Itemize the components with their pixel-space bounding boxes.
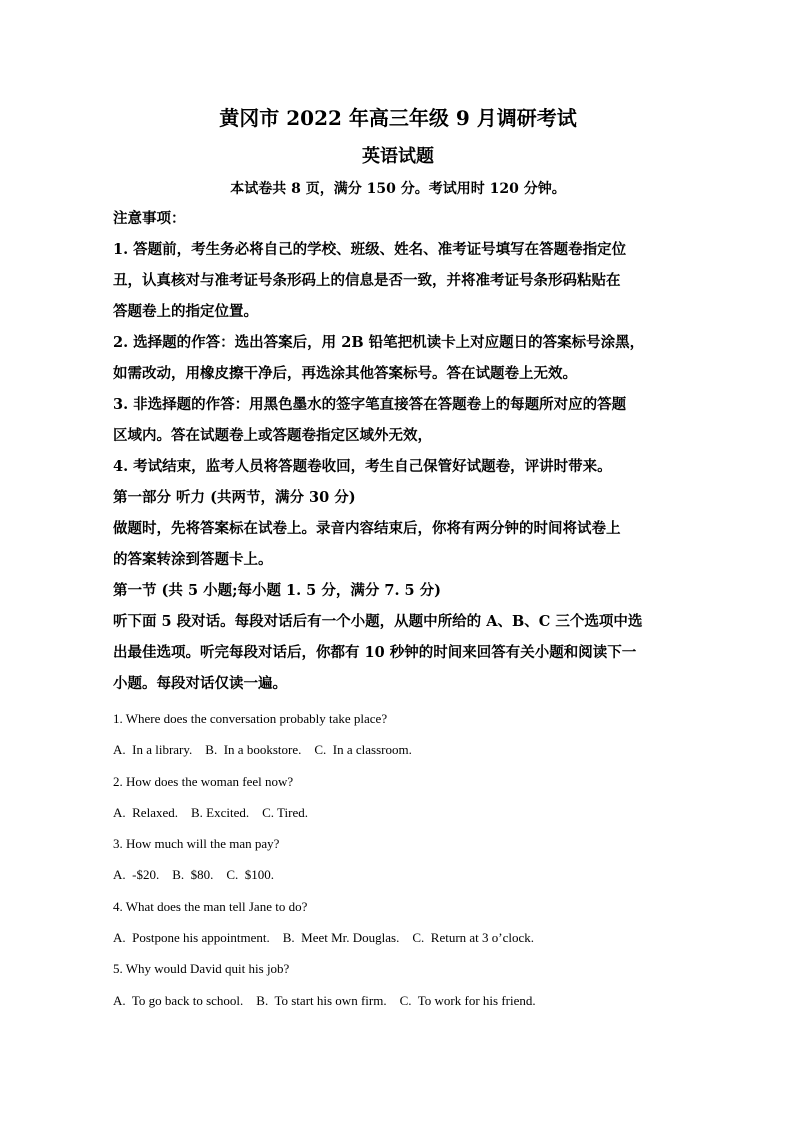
section1-instruction-line: 小题。每段对话仅读一遍。 [113,675,287,692]
section1-instruction-line: 听下面 5 段对话。每段对话后有一个小题，从题中所给的 A、B、C 三个选项中选 [113,613,643,630]
notice-heading: 注意事项： [113,210,186,227]
notice-section [113,203,683,482]
part1-section [113,482,683,575]
exam-info: 本试卷共 8 页，满分 150 分。考试用时 120 分钟。 [230,181,566,197]
part1-instruction-line: 的答案转涂到答题卡上。 [113,551,273,568]
notice-line: 2. 选择题的作答：选出答案后，用 2B 铅笔把机读卡上对应题日的答案标号涂黑， [113,334,645,351]
question-options: A. -$20. B. $80. C. $100. [113,867,275,883]
section1-instruction-line: 出最佳选项。听完每段对话后，你都有 10 秒钟的时间来回答有关小题和阅读下一 [113,644,637,661]
question-stem: 3. How much will the man pay? [113,836,280,852]
question-list [113,703,683,1016]
notice-line: 4. 考试结束，监考人员将答题卷收回，考生自己保管好试题卷，评讲时带来。 [113,458,612,475]
question-options: A. To go back to school. B. To start his own firm. C. To work for his friend. [113,992,536,1008]
exam-subtitle: 英语试题 [362,146,434,167]
question-options: A. Postpone his appointment. B. Meet Mr. Douglas. C. Return at 3 o’clock. [113,930,535,946]
section1-heading: 第一节 (共 5 小题;每小题 1. 5 分，满分 7. 5 分) [113,582,442,599]
exam-page [113,103,683,1016]
question-stem: 2. How does the woman feel now? [113,773,294,789]
question-stem: 5. Why would David quit his job? [113,961,290,977]
part1-instruction-line: 做题时，先将答案标在试卷上。录音内容结束后，你将有两分钟的时间将试卷上 [113,520,621,537]
notice-line: 3. 非选择题的作答：用黑色墨水的签字笔直接答在答题卷上的每题所对应的答题 [113,396,627,413]
exam-title: 黄冈市 2022 年高三年级 9 月调研考试 [219,106,577,130]
notice-line: 区域内。答在试题卷上或答题卷指定区域外无效， [113,427,432,444]
notice-line: 答题卷上的指定位置。 [113,303,258,320]
notice-line: 1. 答题前，考生务必将自己的学校、班级、姓名、准考证号填写在答题卷指定位 [113,241,627,258]
notice-line: 丑，认真核对与准考证号条形码上的信息是否一致，并将准考证号条形码粘贴在 [113,272,621,289]
notice-line: 如需改动，用橡皮擦干净后，再选涂其他答案标号。答在试题卷上无效。 [113,365,577,382]
question-stem: 4. What does the man tell Jane to do? [113,898,308,914]
question-options: A. Relaxed. B. Excited. C. Tired. [113,804,308,820]
question-options: A. In a library. B. In a bookstore. C. In a classroom. [113,742,412,758]
section1 [113,575,683,699]
question-stem: 1. Where does the conversation probably take place? [113,711,388,726]
part1-heading: 第一部分 听力 (共两节，满分 30 分) [113,489,356,506]
